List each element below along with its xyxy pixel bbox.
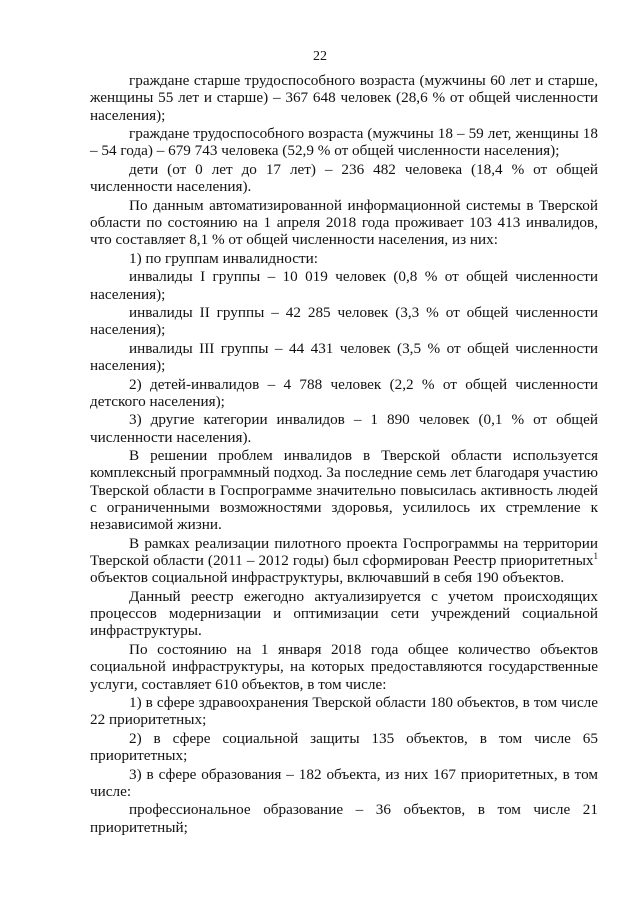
- registry-text-before: В рамках реализации пилотного проекта Госпрограммы на территории Тверской области (2011 – 2012 годы) был сформирован Реестр приоритетных: [90, 534, 598, 570]
- paragraph-registry: [90, 535, 598, 587]
- paragraph-disability-group-1: инвалиды I группы – 10 019 человек (0,8 % от общей численности населения);: [90, 268, 598, 303]
- footnote-reference[interactable]: 1: [593, 551, 598, 562]
- paragraph-elderly-citizens: граждане старше трудоспособного возраста (мужчины 60 лет и старше, женщины 55 лет и старше) – 367 648 человек (28,6 % от общей численности населения);: [90, 72, 598, 124]
- paragraph-social-protection-objects: 2) в сфере социальной защиты 135 объектов, в том числе 65 приоритетных;: [90, 729, 598, 765]
- paragraph-disability-group-3: инвалиды III группы – 44 431 человек (3,5 % от общей численности населения);: [90, 339, 598, 375]
- document-body: [90, 72, 598, 837]
- paragraph-other-categories: 3) другие категории инвалидов – 1 890 человек (0,1 % от общей численности населения).: [90, 411, 598, 446]
- paragraph-disability-groups-heading: 1) по группам инвалидности:: [129, 249, 318, 267]
- paragraph-working-age-citizens: граждане трудоспособного возраста (мужчины 18 – 59 лет, женщины 18 – 54 года) – 679 743 человека (52,9 % от общей численности населения);: [90, 125, 598, 160]
- paragraph-disabled-total: По данным автоматизированной информационной системы в Тверской области по состоянию на 1 апреля 2018 года проживает 103 413 инвалидов, что составляет 8,1 % от общей численности населения, из них:: [90, 196, 598, 249]
- paragraph-disability-group-2: инвалиды II группы – 42 285 человек (3,3 % от общей численности населения);: [90, 303, 598, 339]
- paragraph-program-approach: В решении проблем инвалидов в Тверской области используется комплексный программный подход. За последние семь лет благодаря участию Тверской области в Госпрограмме значительно повысилась активность людей с ограниченными возможностями здоровья, усилилось их стремление к независимой жизни.: [90, 447, 598, 534]
- paragraph-objects-total: По состоянию на 1 января 2018 года общее количество объектов социальной инфраструктуры, на которых предоставляются государственные услуги, составляет 610 объектов, в том числе:: [90, 640, 598, 693]
- paragraph-healthcare-objects: 1) в сфере здравоохранения Тверской области 180 объектов, в том числе 22 приоритетных;: [90, 694, 598, 729]
- paragraph-children: дети (от 0 лет до 17 лет) – 236 482 человека (18,4 % от общей численности населения).: [90, 160, 598, 196]
- page-number: 22: [313, 49, 327, 64]
- paragraph-professional-education: профессиональное образование – 36 объектов, в том числе 21 приоритетный;: [90, 801, 598, 836]
- paragraph-disabled-children: 2) детей-инвалидов – 4 788 человек (2,2 % от общей численности детского населения);: [90, 375, 598, 410]
- paragraph-registry-update: Данный реестр ежегодно актуализируется с учетом происходящих процессов модернизации и оптимизации сети учреждений социальной инфраструктуры.: [90, 587, 598, 640]
- paragraph-education-objects: 3) в сфере образования – 182 объекта, из них 167 приоритетных, в том числе:: [90, 765, 598, 800]
- registry-text-after: объектов социальной инфраструктуры, включавший в себя 190 объектов.: [90, 569, 565, 587]
